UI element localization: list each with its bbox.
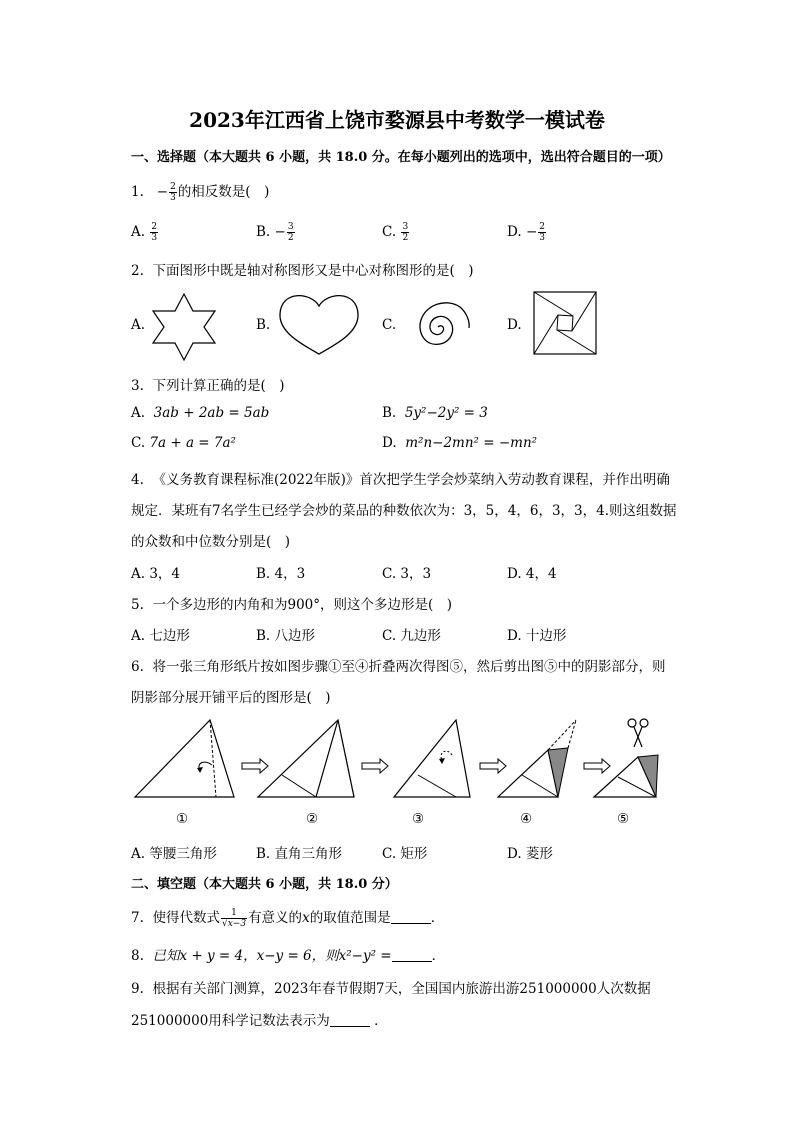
q3-option-d[interactable]: D. m²n−2mn² = −mn²: [382, 435, 538, 451]
q7-answer-blank[interactable]: [391, 922, 431, 924]
q5-option-c[interactable]: C. 九边形: [382, 628, 441, 644]
pinwheel-square-figure: [533, 291, 597, 355]
q9-answer-blank[interactable]: [330, 1025, 370, 1027]
step-label-1: ①: [176, 811, 189, 827]
q6-option-b[interactable]: B. 直角三角形: [256, 846, 343, 862]
section-1-heading: 一、选择题（本大题共 6 小题，共 18.0 分。在每小题列出的选项中，选出符合题目的一项）: [131, 150, 671, 165]
q3-text: 下列计算正确的是( ): [152, 378, 285, 394]
scissors-icon: [628, 719, 648, 747]
q6-option-d[interactable]: D. 菱形: [507, 846, 553, 862]
question-9-line1: 9. 根据有关部门测算，2023年春节假期7天，全国国内旅游出游251000000人次数据: [131, 981, 651, 997]
q2-text: 下面图形中既是轴对称图形又是中心对称图形的是( ): [152, 263, 474, 279]
question-8: 8. 已知x + y = 4，x−y = 6，则x²−y² = ．: [131, 948, 446, 964]
q3-option-c[interactable]: C. 7a + a = 7a²: [131, 435, 236, 451]
q8-answer-blank[interactable]: [392, 960, 432, 962]
question-1: [131, 180, 269, 203]
q1-neg: −: [156, 184, 169, 200]
step-label-4: ④: [520, 811, 533, 827]
page-title: 2023年江西省上饶市婺源县中考数学一模试卷: [189, 108, 605, 132]
q1-option-d[interactable]: D. − $\frac{2}{3}$: [507, 222, 545, 243]
question-5: 5. 一个多边形的内角和为900°，则这个多边形是( ): [131, 597, 453, 613]
q1-option-a[interactable]: A. $\frac{2}{3}$: [131, 222, 158, 243]
q6-option-a[interactable]: A. 等腰三角形: [131, 846, 217, 862]
step-label-5: ⑤: [617, 811, 630, 827]
q1-text: 的相反数是( ): [177, 184, 270, 200]
q2-option-b[interactable]: B.: [256, 317, 271, 333]
q4-option-d[interactable]: D. 4，4: [507, 566, 557, 582]
hexagram-figure: [148, 292, 220, 362]
q2-option-d[interactable]: D.: [507, 317, 522, 333]
q7-fraction: $\frac{1}{√x-3}$: [221, 908, 247, 929]
question-6-line2: 阴影部分展开铺平后的图形是( ): [131, 690, 331, 706]
question-2: 2. 下面图形中既是轴对称图形又是中心对称图形的是( ): [131, 263, 474, 279]
q3-option-b[interactable]: B. 5y²−2y² = 3: [382, 405, 488, 421]
q5-option-d[interactable]: D. 十边形: [507, 628, 567, 644]
question-4-line1: 4. 《义务教育课程标准(2022年版)》首次把学生学会炒菜纳入劳动教育课程，并作出明确: [131, 472, 670, 488]
q6-option-c[interactable]: C. 矩形: [382, 846, 428, 862]
question-6-line1: 6. 将一张三角形纸片按如图步骤①至④折叠两次得图⑤，然后剪出图⑤中的阴影部分，则: [131, 659, 666, 675]
q1-option-b[interactable]: B. − $\frac{3}{2}$: [256, 222, 294, 243]
section-2-heading: 二、填空题（本大题共 6 小题，共 18.0 分）: [131, 877, 398, 892]
q3-option-a[interactable]: A. 3ab + 2ab = 5ab: [131, 405, 270, 421]
heart-figure: [277, 292, 361, 356]
question-4-line3: 的众数和中位数分别是( ): [131, 534, 291, 550]
folding-steps-figure: [130, 715, 670, 815]
q5-option-b[interactable]: B. 八边形: [256, 628, 316, 644]
q5-option-a[interactable]: A. 七边形: [131, 628, 190, 644]
q1-number: 1.: [131, 184, 144, 200]
step-label-3: ③: [412, 811, 425, 827]
question-9-line2: 251000000用科学记数法表示为 ．: [131, 1013, 388, 1029]
q4-option-a[interactable]: A. 3，4: [131, 566, 181, 582]
question-4-line2: 规定．某班有7名学生已经学会炒的菜品的种数依次为：3，5，4，6，3，3，4.则这组数据: [131, 503, 677, 519]
q1-option-c[interactable]: C. $\frac{3}{2}$: [382, 222, 409, 243]
q4-option-c[interactable]: C. 3，3: [382, 566, 432, 582]
spiral-figure: [405, 292, 475, 358]
q2-option-c[interactable]: C.: [382, 317, 397, 333]
q2-option-a[interactable]: A.: [131, 317, 146, 333]
question-3: 3. 下列计算正确的是( ): [131, 378, 285, 394]
step1-triangle: [135, 720, 234, 797]
q1-fraction: $\frac{2}{3}$: [170, 182, 176, 203]
q4-option-b[interactable]: B. 4，3: [256, 566, 306, 582]
step-label-2: ②: [306, 811, 319, 827]
question-7: 7. 使得代数式 $\frac{1}{√x-3}$ 有意义的x的取值范围是 ．: [131, 908, 445, 929]
